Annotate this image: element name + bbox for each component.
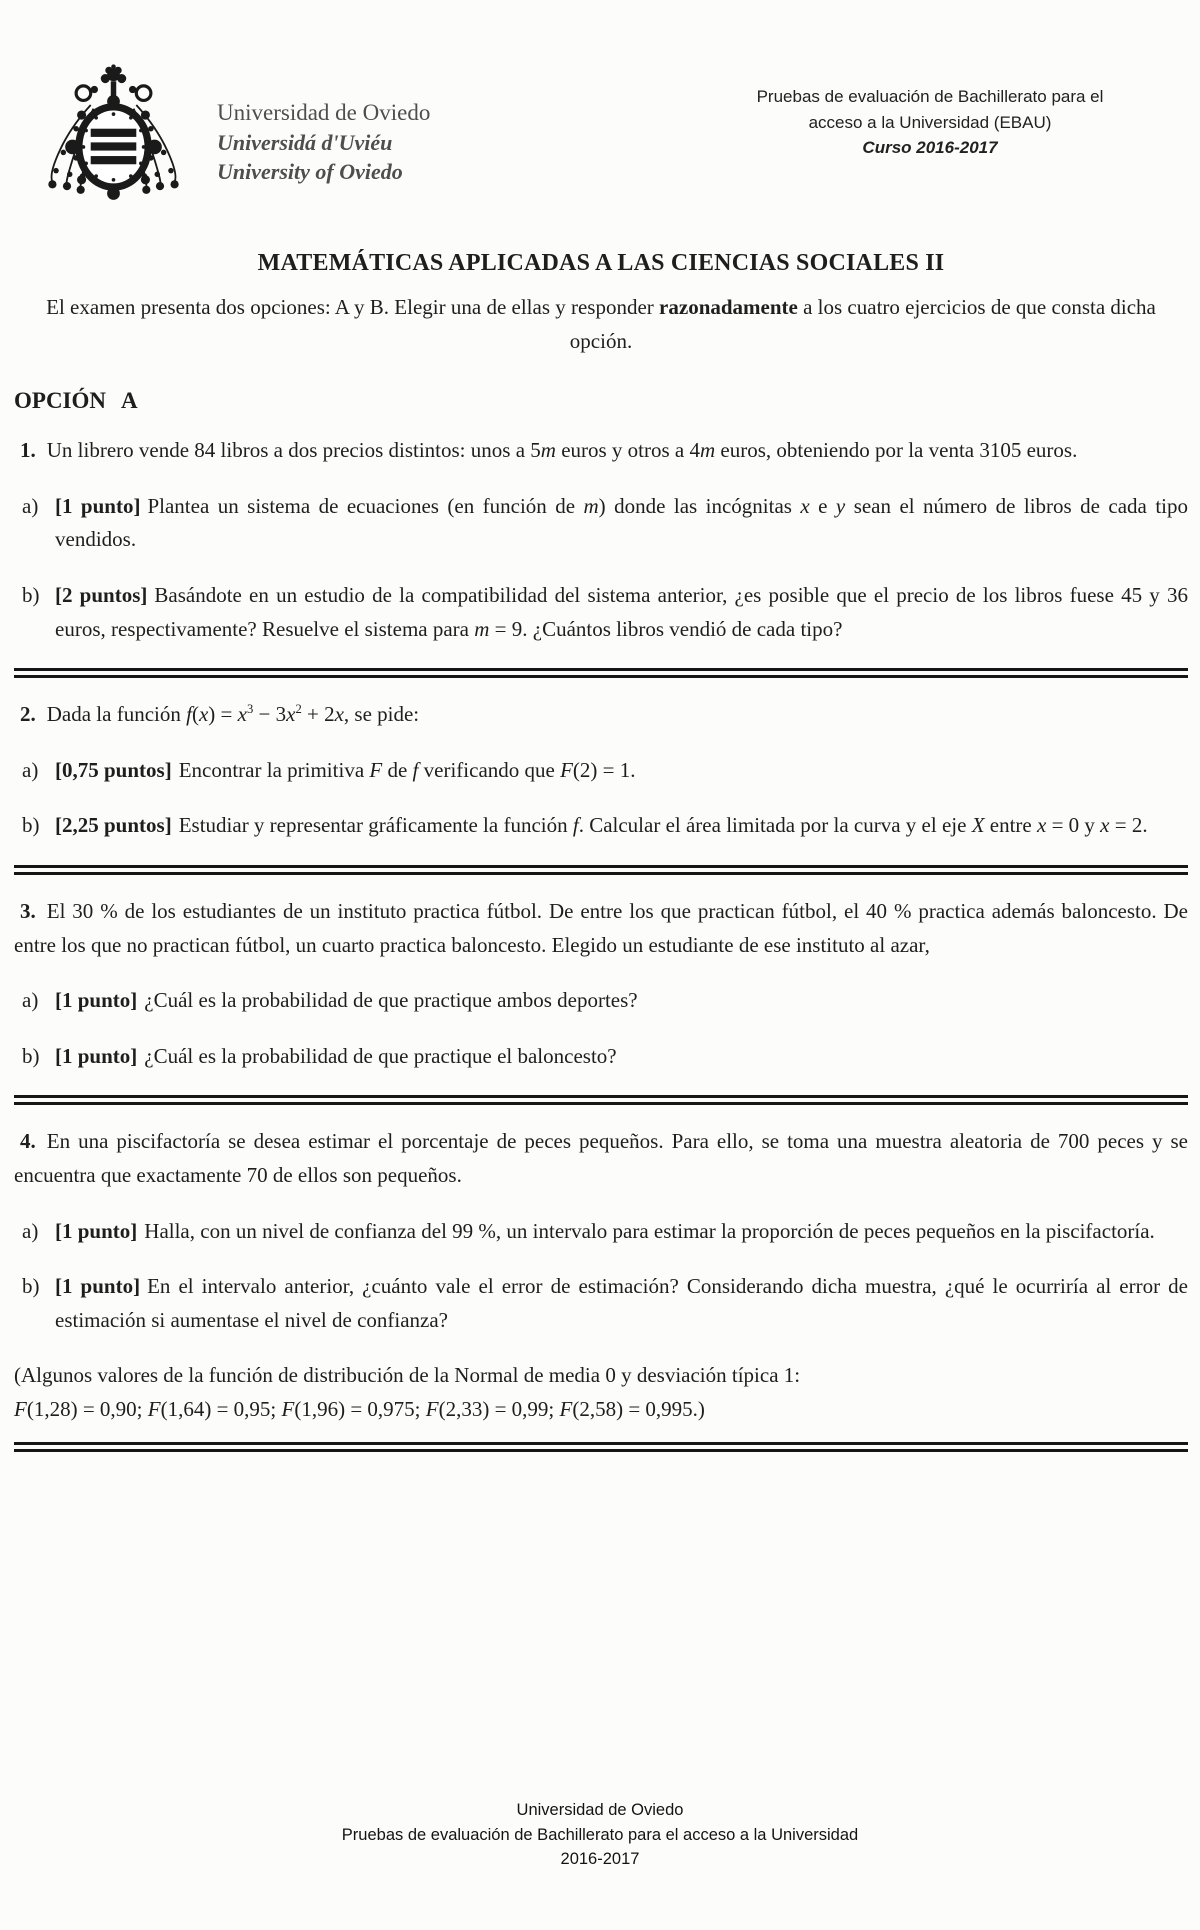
- question-1-part-b: [14, 579, 1188, 646]
- question-3-part-a: [14, 984, 1188, 1018]
- question-text: Dada la función $f(x) = x^3 - 3x^2 + 2x$, se pide:: [46, 702, 420, 727]
- part-label: b): [22, 813, 40, 838]
- university-names: [217, 98, 430, 210]
- part-label: a): [22, 757, 39, 782]
- points-label: [1 punto]: [55, 1274, 141, 1299]
- question-text: El 30 % de los estudiantes de un instituto practica fútbol. De entre los que practican fútbol, el 40 % practica además baloncesto. De entre los que no practican fútbol, un cuarto practica baloncesto. Elegido un estudiante de ese instituto al azar,: [14, 898, 1188, 957]
- part-label: b): [22, 1274, 40, 1299]
- part-text: Plantea un sistema de ecuaciones (en función de m) donde las incógnitas x e y sean el número de libros de cada tipo vendidos.: [55, 493, 1188, 552]
- question-1-part-a: [14, 490, 1188, 557]
- question-3-part-b: [14, 1040, 1188, 1074]
- note-line2: F(1,28) = 0,90; F(1,64) = 0,95; F(1,96) = 0,975; F(2,33) = 0,99; F(2,58) = 0,995.): [14, 1396, 705, 1421]
- question-1: [14, 434, 1188, 646]
- question-number: 3.: [20, 898, 36, 923]
- university-name-en: University of Oviedo: [217, 159, 403, 185]
- footer-line2: Pruebas de evaluación de Bachillerato para el acceso a la Universidad: [341, 1825, 859, 1844]
- question-3: [14, 895, 1188, 1073]
- part-text: Halla, con un nivel de confianza del 99 %, un intervalo para estimar la proporción de peces pequeños en la piscifactoría.: [144, 1218, 1155, 1243]
- normal-distribution-note: [14, 1359, 1188, 1426]
- points-label: [1 punto]: [55, 493, 141, 518]
- points-label: [2,25 puntos]: [55, 813, 172, 838]
- university-crest-icon: [36, 62, 191, 210]
- part-label: a): [22, 493, 39, 518]
- part-text: En el intervalo anterior, ¿cuánto vale el error de estimación? Considerando dicha muestra, ¿qué le ocurriría al error de estimación si aumentase el nivel de confianza?: [55, 1274, 1188, 1332]
- note-line1: (Algunos valores de la función de distribución de la Normal de media 0 y desviación típica 1:: [14, 1363, 801, 1388]
- section-divider: [14, 865, 1188, 875]
- page-title: MATEMÁTICAS APLICADAS A LAS CIENCIAS SOCIALES II: [257, 250, 945, 276]
- question-lead: [14, 1125, 1188, 1192]
- points-label: [1 punto]: [55, 1218, 138, 1243]
- part-label: a): [22, 988, 39, 1013]
- footer-line3: 2016-2017: [560, 1850, 640, 1869]
- question-number: 1.: [20, 438, 36, 463]
- part-text: Basándote en un estudio de la compatibilidad del sistema anterior, ¿es posible que el precio de los libros fuese 45 y 36 euros, respectivamente? Resuelve el sistema para m = 9. ¿Cuántos libros vendió de cada tipo?: [55, 582, 1188, 641]
- part-text: Estudiar y representar gráficamente la función f. Calcular el área limitada por la curva y el eje X entre x = 0 y x = 2.: [178, 813, 1148, 838]
- exam-info-line2: acceso a la Universidad (EBAU): [808, 112, 1052, 132]
- question-2-part-a: [14, 754, 1188, 788]
- points-label: [0,75 puntos]: [55, 757, 172, 782]
- points-label: [1 punto]: [55, 988, 138, 1013]
- question-4-part-b: [14, 1270, 1188, 1337]
- question-2: [14, 698, 1188, 843]
- part-text: ¿Cuál es la probabilidad de que practique el baloncesto?: [144, 1043, 617, 1068]
- section-divider: [14, 1442, 1188, 1452]
- part-text: ¿Cuál es la probabilidad de que practique ambos deportes?: [144, 988, 638, 1013]
- part-label: b): [22, 582, 40, 607]
- question-lead: [14, 895, 1188, 962]
- points-label: [2 puntos]: [55, 582, 148, 607]
- exam-info-line1: Pruebas de evaluación de Bachillerato para el: [756, 87, 1104, 106]
- option-a-heading: [14, 388, 1188, 414]
- university-name-es: Universidad de Oviedo: [217, 100, 431, 125]
- question-4: [14, 1125, 1188, 1337]
- question-2-part-b: [14, 809, 1188, 843]
- question-lead: [14, 434, 1188, 468]
- exam-instructions: El examen presenta dos opciones: A y B. Elegir una de ellas y responder razonadamente a los cuatro ejercicios de que consta dicha opción.: [46, 295, 1156, 353]
- university-name-ast: Universidá d'Uviéu: [217, 130, 393, 156]
- part-label: a): [22, 1218, 39, 1243]
- question-lead: [14, 698, 1188, 732]
- question-4-part-a: [14, 1215, 1188, 1249]
- option-word: OPCIÓN: [14, 388, 106, 414]
- points-label: [1 punto]: [55, 1043, 138, 1068]
- section-divider: [14, 1095, 1188, 1105]
- course-label: Curso 2016-2017: [862, 138, 998, 157]
- page-footer: [0, 1798, 1200, 1872]
- exam-info-block: [744, 84, 1116, 161]
- part-text: Encontrar la primitiva F de f verificando que F(2) = 1.: [178, 757, 636, 782]
- question-text: En una piscifactoría se desea estimar el porcentaje de peces pequeños. Para ello, se toma una muestra aleatoria de 700 peces y se encuentra que exactamente 70 de ellos son pequeños.: [14, 1129, 1188, 1187]
- section-divider: [14, 668, 1188, 678]
- footer-line1: Universidad de Oviedo: [516, 1800, 684, 1819]
- question-number: 2.: [20, 702, 36, 727]
- header-left: [36, 62, 430, 210]
- page-header: [14, 62, 1188, 210]
- question-number: 4.: [20, 1129, 36, 1154]
- option-letter: A: [121, 388, 138, 414]
- part-label: b): [22, 1043, 40, 1068]
- question-text: Un librero vende 84 libros a dos precios distintos: unos a 5m euros y otros a 4m euros, obteniendo por la venta 3105 euros.: [46, 438, 1078, 463]
